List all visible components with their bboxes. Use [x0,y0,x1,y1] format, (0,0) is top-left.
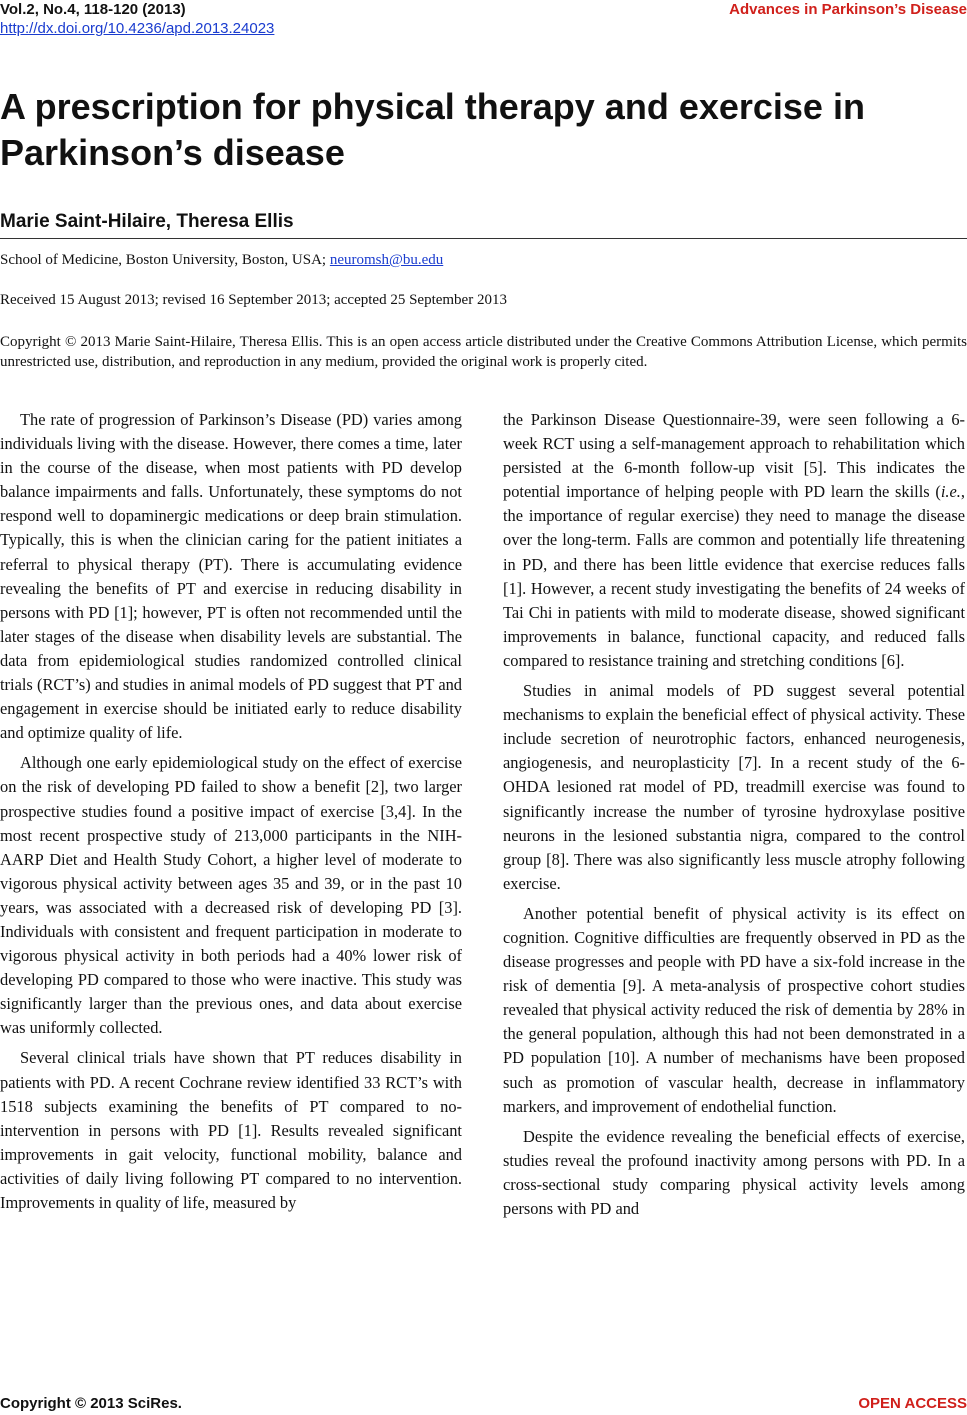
affiliation-text: School of Medicine, Boston University, Boston, USA; [0,252,330,268]
license-statement: Copyright © 2013 Marie Saint-Hilaire, Theresa Ellis. This is an open access article distributed under the Creative Commons Attribution License, which permits unrestricted use, distribution, and reproduction in any medium, provided the original work is properly cited. [0,334,967,370]
open-access-label: OPEN ACCESS [858,1395,967,1412]
paragraph-continued [503,408,965,673]
email-link[interactable]: neuromsh@bu.edu [329,252,444,268]
paragraph: Studies in animal models of PD suggest several potential mechanisms to explain the beneficial effect of physical activity. These include secretion of neurotrophic factors, enhanced neurogenesis, angiogenesis, and neuroplasticity [7]. In a recent study of the 6-OHDA lesioned rat model of PD, treadmill exercise was found to significantly increase the number of tyrosine hydroxylase positive neurons in the lesioned substantia nigra, compared to the control group [8]. There was also significantly less muscle atrophy following exercise. [503,681,965,893]
paragraph-text: the Parkinson Disease Questionnaire-39, were seen following a 6-week RCT using a self-management approach to rehabilitation which persisted at the 6-month follow-up visit [5]. This indicates the potential importance of helping people with PD learn the skills ( [503,410,965,502]
doi-link[interactable]: http://dx.doi.org/10.4236/apd.2013.24023 [0,20,275,37]
italic-abbrev: i.e. [940,482,961,502]
volume-info: Vol.2, No.4, 118-120 (2013) [0,1,186,18]
paragraph: Despite the evidence revealing the beneficial effects of exercise, studies reveal the profound inactivity among persons with PD. In a cross-sectional study comparing physical activity levels among persons with PD and [503,1126,965,1218]
body-column-right [503,408,965,1221]
paragraph: Several clinical trials have shown that PT reduces disability in patients with PD. A recent Cochrane review identified 33 RCT’s with 1518 subjects examining the benefits of PT compared to no-intervention in persons with PD [1]. Results revealed significant improvements in gait velocity, functional mobility, balance and activities of daily living following PT compared to no intervention. Improvements in quality of life, measured by [0,1048,462,1212]
paragraph: The rate of progression of Parkinson’s Disease (PD) varies among individuals living with the disease. However, there comes a time, later in the course of the disease, when most patients with PD develop balance impairments and falls. Unfortunately, these symptoms do not respond well to dopaminergic medications or deep brain stimulation. Typically, this is when the clinician caring for the patient initiates a referral to physical therapy (PT). There is accumulating evidence revealing the benefits of PT and exercise in reducing disability in persons with PD [1]; however, PT is often not recommended until the later stages of the disease when disability levels are substantial. The data from epidemiological studies randomized controlled clinical trials (RCT’s) and studies in animal models of PD suggest that PT and engagement in exercise should be initiated early to reduce disability and optimize quality of life. [0,410,462,743]
paragraph: Although one early epidemiological study on the effect of exercise on the risk of developing PD failed to show a benefit [2], two larger prospective studies found a positive impact of exercise [3,4]. In the most recent prospective study of 213,000 participants in the NIH-AARP Diet and Health Study Cohort, a higher level of moderate to vigorous physical activity between ages 35 and 39, or in the past 10 years, was associated with a decreased risk of developing PD [3]. Individuals with consistent and frequent participation in moderate to vigorous physical activity in both periods had a 40% lower risk of developing PD compared to those who were inactive. This study was significantly larger than the previous ones, and data about exercise was uniformly collected. [0,753,462,1038]
article-title: A prescription for physical therapy and exercise in Parkinson’s disease [0,86,865,173]
footer-copyright: Copyright © 2013 SciRes. [0,1395,182,1412]
author-list: Marie Saint-Hilaire, Theresa Ellis [0,211,294,232]
running-header [0,0,274,38]
journal-name: Advances in Parkinson’s Disease [729,1,967,18]
title-divider [0,238,967,239]
paragraph: Another potential benefit of physical activity is its effect on cognition. Cognitive difficulties are frequently observed in PD as the disease progresses and people with PD have a six-fold increase in the risk of dementia [9]. A meta-analysis of prospective cohort studies revealed that physical activity reduced the risk of dementia by 28% in the general population, although this had not been demonstrated in a PD population [10]. A number of mechanisms have been proposed such as promotion of vascular health, decrease in inflammatory markers, and improvement of endothelial function. [503,903,965,1116]
received-dates: Received 15 August 2013; revised 16 September 2013; accepted 25 September 2013 [0,292,507,308]
affiliation [0,251,443,270]
body-column-left [0,408,462,1215]
paragraph-text: , the importance of regular exercise) they need to manage the disease over the long-term. Falls are common and potentially life threatening in PD, and there has been little evidence that exercise reduces falls [1]. However, a recent study investigating the benefits of 24 weeks of Tai Chi in patients with mild to moderate disease, showed significant improvements in balance, functional capacity, and reduced falls compared to resistance training and stretching conditions [6]. [503,482,965,670]
